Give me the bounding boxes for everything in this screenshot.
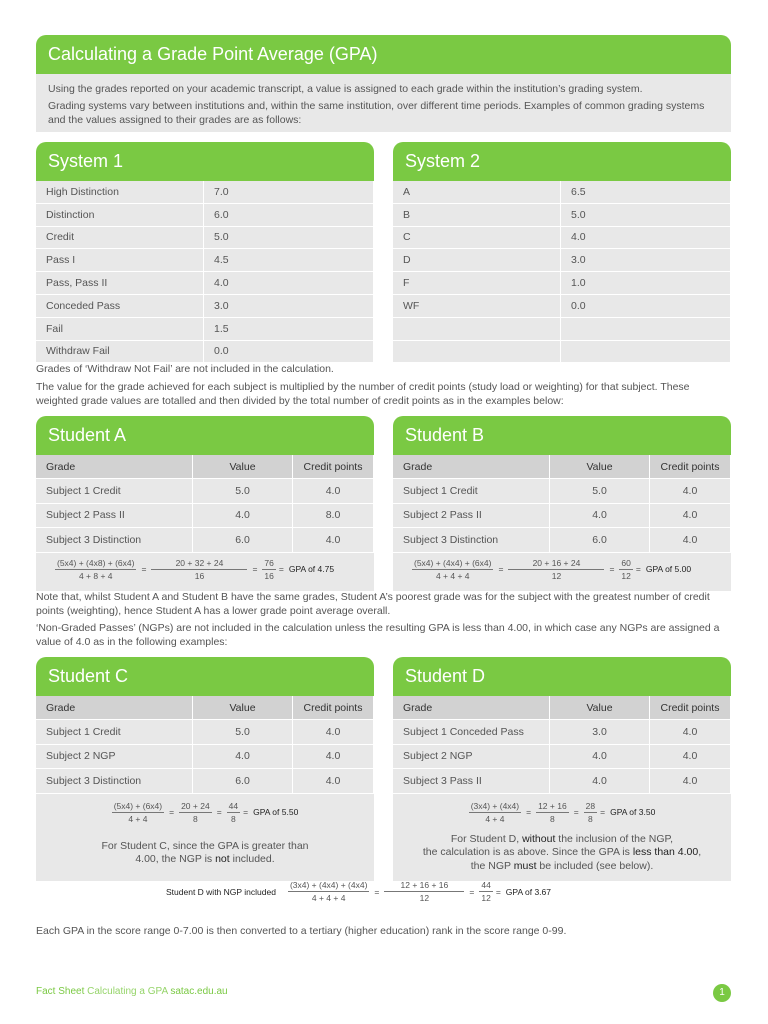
subject-row bbox=[393, 528, 731, 552]
grade-cell: Withdraw Fail bbox=[36, 340, 204, 363]
value-cell: 6.0 bbox=[550, 528, 650, 552]
value-cell: 3.0 bbox=[204, 294, 374, 317]
intro-paragraph-1: Using the grades reported on your academic transcript, a value is assigned to each grade within the institution’s grading system. bbox=[48, 83, 643, 95]
student-c-calculation: $\frac{(5x4) + (6x4)}{4 + 4}$ = $\frac{20 + 24}{8}$ = $\frac{44}{8}$ = GPA of 5.50 For Student C, since the GPA is greater than 4.00, the NGP is not included. bbox=[36, 793, 374, 881]
calc-denominator: 8 bbox=[588, 813, 593, 824]
col-value: Value bbox=[193, 696, 293, 720]
student-c-header bbox=[36, 657, 374, 696]
student-d-gpa: GPA of 3.50 bbox=[610, 807, 656, 817]
student-a-calculation: $\frac{(5x4) + (4x8) + (6x4)}{4 + 8 + 4}$ = $\frac{20 + 32 + 24}{16}$ = $\frac{76}{16}$ = GPA of 4.75 bbox=[36, 552, 374, 591]
footer bbox=[36, 986, 228, 997]
value-cell: 1.5 bbox=[204, 317, 374, 340]
col-grade: Grade bbox=[36, 696, 193, 720]
value-cell: 3.0 bbox=[550, 720, 650, 745]
subject-row bbox=[36, 479, 374, 504]
calc-numerator: 12 + 16 bbox=[538, 800, 567, 811]
subject-cell: Subject 2 NGP bbox=[393, 744, 550, 769]
student-b-gpa: GPA of 5.00 bbox=[645, 564, 692, 574]
student-d-panel bbox=[393, 696, 731, 881]
value-cell: 4.0 bbox=[550, 744, 650, 769]
page-number: 1 bbox=[713, 984, 731, 1002]
calc-denominator: 4 + 4 bbox=[485, 813, 505, 824]
grade-row bbox=[36, 226, 374, 249]
subject-cell: Subject 1 Conceded Pass bbox=[393, 720, 550, 745]
calc-numerator: (3x4) + (4x4) bbox=[470, 800, 520, 811]
footer-site-link[interactable]: satac.edu.au bbox=[170, 986, 228, 997]
page-title: Calculating a Grade Point Average (GPA) bbox=[48, 44, 378, 64]
calc-numerator: (5x4) + (6x4) bbox=[113, 800, 163, 811]
value-cell: 4.0 bbox=[193, 503, 293, 528]
calc-numerator: (5x4) + (4x8) + (6x4) bbox=[57, 557, 135, 568]
value-cell: 0.0 bbox=[561, 294, 731, 317]
system-2-table bbox=[393, 181, 731, 363]
credit-cell: 8.0 bbox=[293, 503, 374, 528]
grade-cell: Distinction bbox=[36, 203, 204, 226]
value-cell: 6.5 bbox=[561, 181, 731, 203]
system-1-header bbox=[36, 142, 374, 181]
student-b-panel bbox=[393, 455, 731, 591]
grade-row bbox=[36, 272, 374, 295]
subject-row bbox=[36, 720, 374, 745]
col-credit: Credit points bbox=[650, 455, 731, 479]
system-2-title: System 2 bbox=[405, 151, 481, 171]
grade-cell: B bbox=[393, 203, 561, 226]
col-grade: Grade bbox=[36, 455, 193, 479]
student-a-table bbox=[36, 455, 374, 552]
student-d-calculation: $\frac{(3x4) + (4x4)}{4 + 4}$ = $\frac{12 + 16}{8}$ = $\frac{28}{8}$ = GPA of 3.50 For Student D, without the inclusion of the NGP, the calculation is as above. Since the GPA is less than 4.00, the NGP must be included (see below). bbox=[393, 793, 731, 881]
subject-row bbox=[393, 720, 731, 745]
value-cell: 5.0 bbox=[550, 479, 650, 504]
ngp-label: Student D with NGP included bbox=[166, 886, 276, 897]
calc-numerator: (3x4) + (4x4) + (4x4) bbox=[289, 880, 368, 890]
grade-row bbox=[393, 272, 731, 295]
col-credit: Credit points bbox=[650, 696, 731, 720]
grade-row bbox=[36, 181, 374, 203]
credit-cell: 4.0 bbox=[650, 528, 731, 552]
grade-cell: WF bbox=[393, 294, 561, 317]
credit-cell: 4.0 bbox=[293, 528, 374, 552]
credit-cell: 4.0 bbox=[650, 769, 731, 793]
grade-cell: Credit bbox=[36, 226, 204, 249]
grade-row bbox=[393, 340, 731, 363]
credit-cell: 4.0 bbox=[650, 503, 731, 528]
system-1-table bbox=[36, 181, 374, 363]
subject-row bbox=[393, 769, 731, 793]
note-line: the NGP must be included (see below). bbox=[470, 859, 654, 872]
calc-denominator: 12 bbox=[481, 893, 491, 903]
value-cell: 6.0 bbox=[193, 769, 293, 793]
value-cell: 3.0 bbox=[561, 249, 731, 272]
student-b-calculation: $\frac{(5x4) + (4x4) + (6x4)}{4 + 4 + 4}$ = $\frac{20 + 16 + 24}{12}$ = $\frac{60}{12}$ = GPA of 5.00 bbox=[393, 552, 731, 591]
value-cell: 0.0 bbox=[204, 340, 374, 363]
value-cell: 5.0 bbox=[561, 203, 731, 226]
calc-denominator: 4 + 4 + 4 bbox=[311, 893, 346, 903]
comparison-paragraph: Note that, whilst Student A and Student B have the same grades, Student A’s poorest grade was for the subject with the greatest number of credit points (weighting), hence Student A has a lower grade point average overall. bbox=[36, 591, 710, 617]
value-cell: 6.0 bbox=[204, 203, 374, 226]
calc-numerator: 44 bbox=[481, 880, 491, 890]
calc-denominator: 4 + 4 + 4 bbox=[435, 570, 470, 581]
grade-row bbox=[36, 317, 374, 340]
intro-panel bbox=[36, 74, 731, 132]
student-c-gpa: GPA of 5.50 bbox=[253, 807, 299, 817]
footer-fact-sheet: Fact Sheet bbox=[36, 986, 85, 997]
student-c-note bbox=[36, 840, 374, 867]
value-cell: 5.0 bbox=[204, 226, 374, 249]
calc-denominator: 12 bbox=[621, 570, 631, 581]
grade-cell: C bbox=[393, 226, 561, 249]
calc-denominator: 16 bbox=[194, 570, 205, 581]
col-value: Value bbox=[193, 455, 293, 479]
intro-paragraph-2: Grading systems vary between institutions and, within the same institution, over different time periods. Examples of common grading systems and the values assigned to their grades are as follows: bbox=[48, 100, 705, 126]
credit-cell: 4.0 bbox=[650, 744, 731, 769]
student-b-title: Student B bbox=[405, 425, 485, 445]
student-a-gpa: GPA of 4.75 bbox=[288, 564, 335, 574]
wnf-note: Grades of ‘Withdraw Not Fail’ are not included in the calculation. bbox=[36, 363, 334, 375]
system-2-header bbox=[393, 142, 731, 181]
student-a-header bbox=[36, 416, 374, 455]
grade-row bbox=[393, 203, 731, 226]
grade-cell: A bbox=[393, 181, 561, 203]
subject-cell: Subject 2 Pass II bbox=[393, 503, 550, 528]
grade-cell bbox=[393, 340, 561, 363]
grade-cell bbox=[393, 317, 561, 340]
calc-denominator: 12 bbox=[419, 893, 430, 903]
credit-cell: 4.0 bbox=[650, 720, 731, 745]
student-a-panel bbox=[36, 455, 374, 591]
col-credit: Credit points bbox=[293, 696, 374, 720]
subject-row bbox=[36, 503, 374, 528]
student-a-title: Student A bbox=[48, 425, 127, 445]
student-d-table bbox=[393, 696, 731, 793]
ngp-gpa: GPA of 3.67 bbox=[505, 886, 552, 897]
credit-cell: 4.0 bbox=[293, 479, 374, 504]
subject-cell: Subject 1 Credit bbox=[36, 479, 193, 504]
calc-numerator: 20 + 24 bbox=[181, 800, 210, 811]
grade-row bbox=[36, 203, 374, 226]
grade-row bbox=[36, 249, 374, 272]
subject-cell: Subject 1 Credit bbox=[393, 479, 550, 504]
calc-numerator: (5x4) + (4x4) + (6x4) bbox=[414, 557, 492, 568]
grade-cell: Fail bbox=[36, 317, 204, 340]
calc-numerator: 12 + 16 + 16 bbox=[384, 880, 464, 892]
grade-cell: D bbox=[393, 249, 561, 272]
grade-row bbox=[36, 294, 374, 317]
note-line: the calculation is as above. Since the GPA is less than 4.00, bbox=[422, 846, 702, 858]
calc-denominator: 4 + 8 + 4 bbox=[78, 570, 113, 581]
ngp-calculation: Student D with NGP included $\frac{(3x4) + (4x4) + (4x4)}{4 + 4 + 4}$ = $\frac{12 + 16 + 16}{12}$ = $\frac{44}{12}$ = GPA of 3.67 bbox=[166, 880, 552, 903]
credit-cell: 4.0 bbox=[293, 720, 374, 745]
student-c-panel bbox=[36, 696, 374, 881]
student-c-title: Student C bbox=[48, 666, 129, 686]
note-line: For Student C, since the GPA is greater than bbox=[101, 839, 309, 852]
calc-numerator: 20 + 16 + 24 bbox=[508, 558, 604, 570]
calc-denominator: 12 bbox=[551, 570, 562, 581]
value-cell: 5.0 bbox=[193, 479, 293, 504]
closing-paragraph: Each GPA in the score range 0-7.00 is then converted to a tertiary (higher education) rank in the score range 0-99. bbox=[36, 925, 567, 937]
value-cell: 5.0 bbox=[193, 720, 293, 745]
calc-denominator: 8 bbox=[550, 813, 555, 824]
credit-cell: 4.0 bbox=[293, 769, 374, 793]
subject-cell: Subject 3 Distinction bbox=[393, 528, 550, 552]
col-grade: Grade bbox=[393, 696, 550, 720]
student-c-table bbox=[36, 696, 374, 793]
subject-cell: Subject 3 Distinction bbox=[36, 528, 193, 552]
value-cell bbox=[561, 340, 731, 363]
calc-numerator: 44 bbox=[228, 800, 239, 811]
value-cell bbox=[561, 317, 731, 340]
calc-denominator: 8 bbox=[193, 813, 198, 824]
calc-numerator: 60 bbox=[621, 557, 631, 568]
grade-cell: Pass, Pass II bbox=[36, 272, 204, 295]
col-credit: Credit points bbox=[293, 455, 374, 479]
subject-cell: Subject 2 NGP bbox=[36, 744, 193, 769]
calc-numerator: 20 + 32 + 24 bbox=[151, 558, 247, 570]
value-cell: 4.5 bbox=[204, 249, 374, 272]
subject-row bbox=[393, 479, 731, 504]
value-cell: 4.0 bbox=[550, 503, 650, 528]
note-line: For Student D, without the inclusion of the NGP, bbox=[450, 832, 674, 845]
subject-cell: Subject 3 Distinction bbox=[36, 769, 193, 793]
col-value: Value bbox=[550, 696, 650, 720]
calc-numerator: 28 bbox=[585, 800, 596, 811]
subject-row bbox=[393, 744, 731, 769]
student-d-note bbox=[393, 833, 731, 874]
method-paragraph: The value for the grade achieved for each subject is multiplied by the number of credit points (study load or weighting) for that subject. These weighted grade values are totalled and then divided by the total number of credit points as in the examples below: bbox=[36, 381, 690, 407]
value-cell: 4.0 bbox=[550, 769, 650, 793]
value-cell: 4.0 bbox=[204, 272, 374, 295]
grade-row bbox=[393, 226, 731, 249]
subject-cell: Subject 2 Pass II bbox=[36, 503, 193, 528]
value-cell: 1.0 bbox=[561, 272, 731, 295]
subject-row bbox=[393, 503, 731, 528]
value-cell: 7.0 bbox=[204, 181, 374, 203]
grade-cell: Pass I bbox=[36, 249, 204, 272]
calc-numerator: 76 bbox=[264, 557, 274, 568]
grade-row bbox=[393, 249, 731, 272]
value-cell: 4.0 bbox=[561, 226, 731, 249]
student-b-header bbox=[393, 416, 731, 455]
calc-denominator: 8 bbox=[231, 813, 236, 824]
value-cell: 4.0 bbox=[193, 744, 293, 769]
grade-cell: F bbox=[393, 272, 561, 295]
credit-cell: 4.0 bbox=[650, 479, 731, 504]
system-1-title: System 1 bbox=[48, 151, 124, 171]
grade-row bbox=[393, 294, 731, 317]
calc-denominator: 16 bbox=[264, 570, 274, 581]
page-title-bar bbox=[36, 35, 731, 74]
student-b-table bbox=[393, 455, 731, 552]
value-cell: 6.0 bbox=[193, 528, 293, 552]
grade-cell: Conceded Pass bbox=[36, 294, 204, 317]
subject-row bbox=[36, 769, 374, 793]
grade-row bbox=[393, 181, 731, 203]
footer-topic: Calculating a GPA bbox=[87, 986, 168, 997]
student-d-header bbox=[393, 657, 731, 696]
subject-cell: Subject 1 Credit bbox=[36, 720, 193, 745]
grade-row bbox=[36, 340, 374, 363]
student-d-title: Student D bbox=[405, 666, 486, 686]
subject-cell: Subject 3 Pass II bbox=[393, 769, 550, 793]
grade-row bbox=[393, 317, 731, 340]
credit-cell: 4.0 bbox=[293, 744, 374, 769]
note-line: 4.00, the NGP is not included. bbox=[135, 853, 275, 865]
calc-denominator: 4 + 4 bbox=[128, 813, 148, 824]
subject-row bbox=[36, 528, 374, 552]
col-value: Value bbox=[550, 455, 650, 479]
ngp-paragraph: ‘Non-Graded Passes’ (NGPs) are not included in the calculation unless the resulting GPA is less than 4.00, in which case any NGPs are assigned a value of 4.0 as in the following examples: bbox=[36, 622, 720, 648]
subject-row bbox=[36, 744, 374, 769]
col-grade: Grade bbox=[393, 455, 550, 479]
grade-cell: High Distinction bbox=[36, 181, 204, 203]
